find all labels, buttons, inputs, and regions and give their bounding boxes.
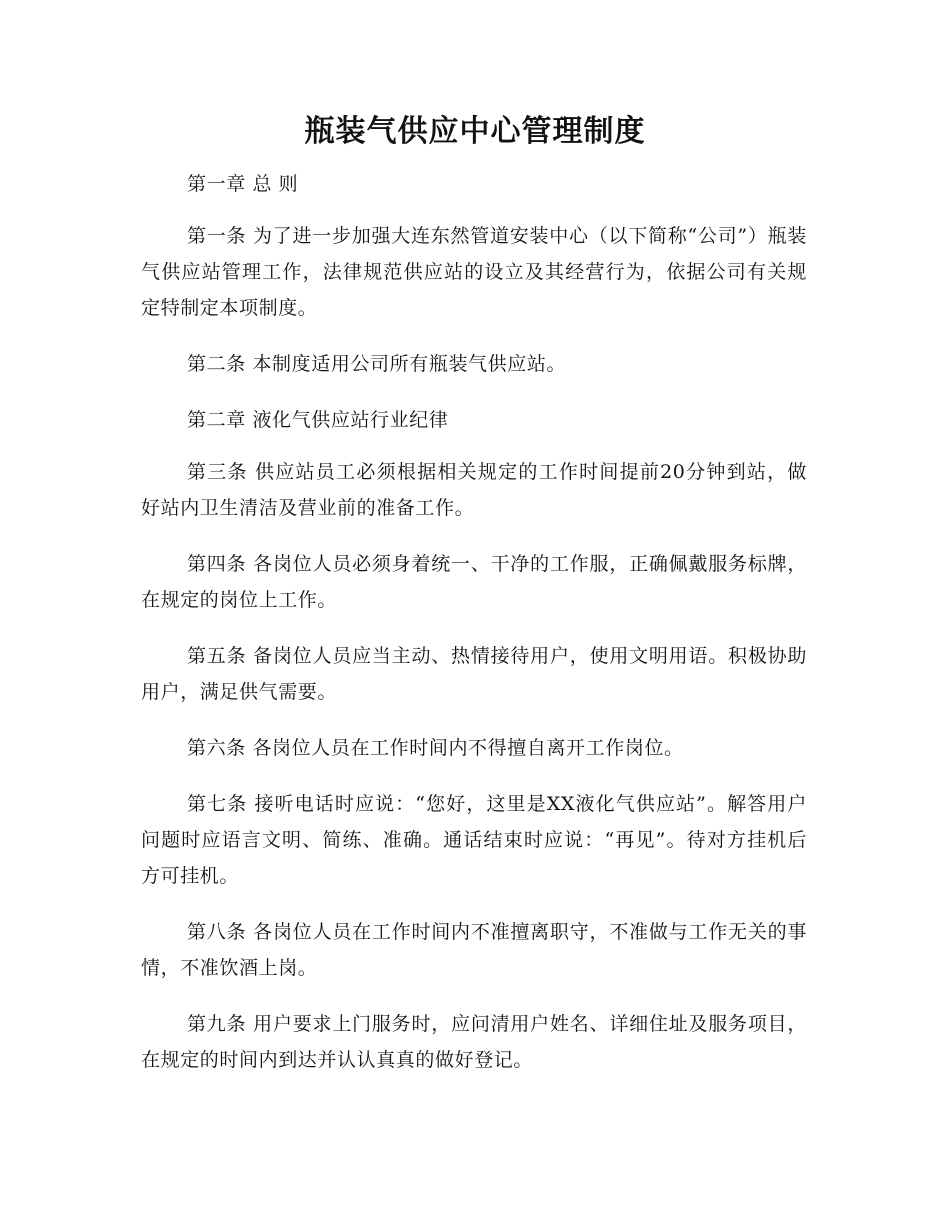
article-2: 第二条 本制度适用公司所有瓶装气供应站。 <box>187 353 567 375</box>
article-9: 第九条 用户要求上门服务时，应问清用户姓名、详细住址及服务项目，在规定的时间内到达并认认真真的做好登记。 <box>141 1013 807 1071</box>
chapter-heading-2: 第二章 液化气供应站行业纪律 <box>187 409 449 431</box>
article-6: 第六条 各岗位人员在工作时间内不得擅自离开工作岗位。 <box>187 737 684 759</box>
article-3: 第三条 供应站员工必须根据相关规定的工作时间提前20分钟到站，做好站内卫生清洁及营业前的准备工作。 <box>141 461 807 519</box>
article-1: 第一条 为了进一步加强大连东然管道安装中心（以下简称“公司”）瓶装气供应站管理工作，法律规范供应站的设立及其经营行为，依据公司有关规定特制定本项制度。 <box>141 225 807 319</box>
document-body <box>141 166 807 1098</box>
document-title: 瓶装气供应中心管理制度 <box>304 114 646 149</box>
article-8: 第八条 各岗位人员在工作时间内不准擅离职守，不准做与工作无关的事情，不准饮酒上岗。 <box>141 921 807 979</box>
chapter-heading-1: 第一章 总 则 <box>187 173 299 195</box>
article-4: 第四条 各岗位人员必须身着统一、干净的工作服，正确佩戴服务标牌，在规定的岗位上工作。 <box>141 553 807 611</box>
article-5: 第五条 备岗位人员应当主动、热情接待用户，使用文明用语。积极协助用户，满足供气需要。 <box>141 645 807 703</box>
article-7: 第七条 接听电话时应说：“您好，这里是XX液化气供应站”。解答用户问题时应语言文明、简练、准确。通话结束时应说：“再见”。待对方挂机后方可挂机。 <box>141 793 807 887</box>
